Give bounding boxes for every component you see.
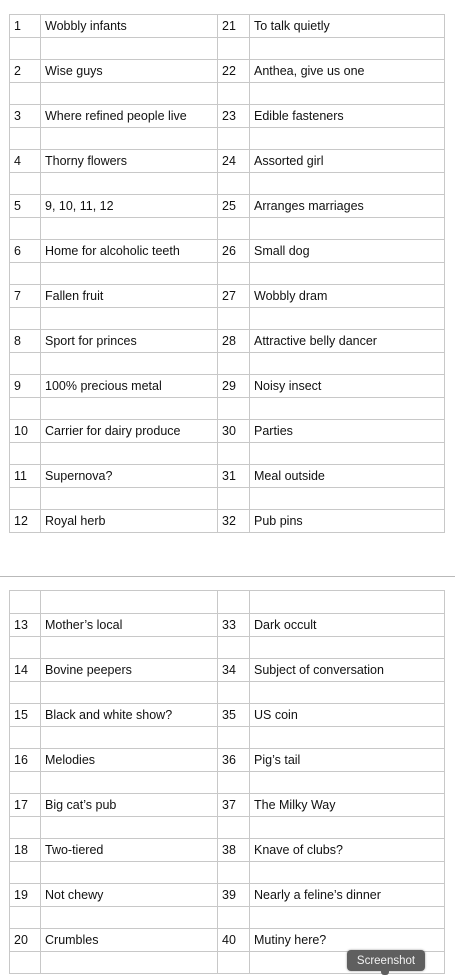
clue-number: 2 xyxy=(10,60,41,83)
spacer-cell xyxy=(218,862,250,884)
clue-number: 32 xyxy=(218,510,250,533)
spacer-row xyxy=(10,591,445,614)
clue-number: 7 xyxy=(10,285,41,308)
clue-text: Parties xyxy=(250,420,445,443)
spacer-cell xyxy=(41,727,218,749)
table-row xyxy=(10,465,445,488)
spacer-row xyxy=(10,488,445,510)
clue-number: 39 xyxy=(218,884,250,907)
clue-text: Subject of conversation xyxy=(250,659,445,682)
table-row xyxy=(10,105,445,128)
clue-number: 21 xyxy=(218,15,250,38)
spacer-cell xyxy=(10,398,41,420)
spacer-row xyxy=(10,817,445,839)
clue-text: Supernova? xyxy=(41,465,218,488)
clue-number: 30 xyxy=(218,420,250,443)
spacer-cell xyxy=(218,443,250,465)
spacer-cell xyxy=(41,128,218,150)
spacer-cell xyxy=(250,727,445,749)
spacer-cell xyxy=(218,817,250,839)
table-row xyxy=(10,150,445,173)
spacer-cell xyxy=(218,488,250,510)
spacer-row xyxy=(10,682,445,704)
spacer-cell xyxy=(10,83,41,105)
table-row xyxy=(10,420,445,443)
clue-text: Noisy insect xyxy=(250,375,445,398)
clue-number: 26 xyxy=(218,240,250,263)
spacer-row xyxy=(10,308,445,330)
clue-text: The Milky Way xyxy=(250,794,445,817)
spacer-cell xyxy=(10,353,41,375)
clue-number: 24 xyxy=(218,150,250,173)
spacer-cell xyxy=(41,772,218,794)
spacer-cell xyxy=(218,173,250,195)
spacer-cell xyxy=(250,353,445,375)
spacer-cell xyxy=(218,398,250,420)
spacer-cell xyxy=(250,83,445,105)
spacer-cell xyxy=(250,308,445,330)
clue-number: 40 xyxy=(218,929,250,952)
clue-text: Home for alcoholic teeth xyxy=(41,240,218,263)
spacer-cell xyxy=(250,907,445,929)
clue-number: 4 xyxy=(10,150,41,173)
clue-text: Carrier for dairy produce xyxy=(41,420,218,443)
spacer-cell xyxy=(41,263,218,285)
spacer-row xyxy=(10,263,445,285)
clue-number: 25 xyxy=(218,195,250,218)
spacer-cell xyxy=(250,772,445,794)
table-row xyxy=(10,929,445,952)
clue-number: 36 xyxy=(218,749,250,772)
clue-number: 35 xyxy=(218,704,250,727)
clue-text: Two-tiered xyxy=(41,839,218,862)
spacer-cell xyxy=(41,907,218,929)
spacer-cell xyxy=(250,591,445,614)
spacer-cell xyxy=(10,727,41,749)
spacer-row xyxy=(10,128,445,150)
spacer-cell xyxy=(10,38,41,60)
clue-text: Attractive belly dancer xyxy=(250,330,445,353)
spacer-cell xyxy=(218,772,250,794)
clue-text: Wobbly infants xyxy=(41,15,218,38)
spacer-row xyxy=(10,443,445,465)
spacer-cell xyxy=(10,682,41,704)
spacer-row xyxy=(10,173,445,195)
table-row xyxy=(10,510,445,533)
clue-number: 28 xyxy=(218,330,250,353)
clue-number: 37 xyxy=(218,794,250,817)
spacer-cell xyxy=(41,862,218,884)
clue-text: Not chewy xyxy=(41,884,218,907)
spacer-cell xyxy=(10,591,41,614)
clue-text: Big cat’s pub xyxy=(41,794,218,817)
clue-text: Black and white show? xyxy=(41,704,218,727)
clue-text: US coin xyxy=(250,704,445,727)
spacer-cell xyxy=(250,862,445,884)
spacer-cell xyxy=(41,173,218,195)
clue-number: 11 xyxy=(10,465,41,488)
spacer-cell xyxy=(10,443,41,465)
spacer-cell xyxy=(250,443,445,465)
spacer-cell xyxy=(10,772,41,794)
clue-text: Pig’s tail xyxy=(250,749,445,772)
clue-number: 14 xyxy=(10,659,41,682)
spacer-cell xyxy=(41,398,218,420)
clue-text: Anthea, give us one xyxy=(250,60,445,83)
spacer-cell xyxy=(250,218,445,240)
spacer-row xyxy=(10,83,445,105)
clue-text: Mother’s local xyxy=(41,614,218,637)
spacer-cell xyxy=(41,218,218,240)
clue-number: 12 xyxy=(10,510,41,533)
spacer-cell xyxy=(218,38,250,60)
clue-text: Wise guys xyxy=(41,60,218,83)
spacer-cell xyxy=(10,817,41,839)
clue-number: 34 xyxy=(218,659,250,682)
table-row xyxy=(10,704,445,727)
clue-text: Sport for princes xyxy=(41,330,218,353)
screenshot-label: Screenshot xyxy=(356,954,416,967)
clue-text: Where refined people live xyxy=(41,105,218,128)
clue-number: 13 xyxy=(10,614,41,637)
spacer-row xyxy=(10,772,445,794)
spacer-cell xyxy=(218,952,250,974)
spacer-cell xyxy=(218,637,250,659)
clue-number: 16 xyxy=(10,749,41,772)
spacer-cell xyxy=(218,128,250,150)
clue-number: 23 xyxy=(218,105,250,128)
tooltip-pointer xyxy=(381,971,389,975)
clue-number: 1 xyxy=(10,15,41,38)
spacer-cell xyxy=(10,263,41,285)
clue-number: 17 xyxy=(10,794,41,817)
clue-number: 6 xyxy=(10,240,41,263)
spacer-cell xyxy=(10,862,41,884)
screenshot-button[interactable] xyxy=(347,950,425,971)
table-row xyxy=(10,330,445,353)
spacer-cell xyxy=(41,682,218,704)
spacer-cell xyxy=(250,637,445,659)
spacer-cell xyxy=(41,817,218,839)
clue-number: 3 xyxy=(10,105,41,128)
page-break xyxy=(0,576,455,577)
clue-text: Nearly a feline’s dinner xyxy=(250,884,445,907)
clue-number: 5 xyxy=(10,195,41,218)
clue-text: Small dog xyxy=(250,240,445,263)
spacer-cell xyxy=(10,308,41,330)
clue-table-1 xyxy=(9,14,445,533)
clue-text: Assorted girl xyxy=(250,150,445,173)
table-row xyxy=(10,240,445,263)
clue-table-2 xyxy=(9,590,445,974)
spacer-cell xyxy=(10,488,41,510)
spacer-row xyxy=(10,862,445,884)
spacer-cell xyxy=(41,308,218,330)
clue-text: Dark occult xyxy=(250,614,445,637)
clue-number: 29 xyxy=(218,375,250,398)
spacer-row xyxy=(10,218,445,240)
spacer-cell xyxy=(218,727,250,749)
clue-table-2-body xyxy=(10,591,445,974)
spacer-cell xyxy=(41,353,218,375)
spacer-cell xyxy=(218,907,250,929)
clue-text: Thorny flowers xyxy=(41,150,218,173)
clue-text: Fallen fruit xyxy=(41,285,218,308)
clue-number: 33 xyxy=(218,614,250,637)
clue-text: Wobbly dram xyxy=(250,285,445,308)
table-row xyxy=(10,614,445,637)
clue-table-1-body xyxy=(10,15,445,533)
spacer-cell xyxy=(218,308,250,330)
clue-text: Pub pins xyxy=(250,510,445,533)
table-row xyxy=(10,375,445,398)
spacer-row xyxy=(10,727,445,749)
clue-number: 18 xyxy=(10,839,41,862)
spacer-cell xyxy=(250,817,445,839)
spacer-cell xyxy=(250,38,445,60)
table-row xyxy=(10,659,445,682)
clue-text: Mutiny here? xyxy=(250,929,445,952)
spacer-row xyxy=(10,637,445,659)
spacer-cell xyxy=(41,38,218,60)
spacer-row xyxy=(10,38,445,60)
spacer-cell xyxy=(41,952,218,974)
clue-number: 27 xyxy=(218,285,250,308)
spacer-cell xyxy=(218,263,250,285)
spacer-cell xyxy=(218,591,250,614)
spacer-cell xyxy=(250,173,445,195)
spacer-cell xyxy=(250,488,445,510)
clue-text: Knave of clubs? xyxy=(250,839,445,862)
spacer-cell xyxy=(10,952,41,974)
spacer-cell xyxy=(10,128,41,150)
spacer-cell xyxy=(250,398,445,420)
clue-number: 15 xyxy=(10,704,41,727)
spacer-cell xyxy=(41,637,218,659)
table-row xyxy=(10,884,445,907)
clue-text: Royal herb xyxy=(41,510,218,533)
clue-text: Crumbles xyxy=(41,929,218,952)
clue-text: Arranges marriages xyxy=(250,195,445,218)
spacer-cell xyxy=(250,128,445,150)
spacer-cell xyxy=(10,907,41,929)
spacer-row xyxy=(10,907,445,929)
spacer-cell xyxy=(41,83,218,105)
spacer-cell xyxy=(41,443,218,465)
spacer-cell xyxy=(10,218,41,240)
clue-text: 9, 10, 11, 12 xyxy=(41,195,218,218)
clue-text: Melodies xyxy=(41,749,218,772)
spacer-row xyxy=(10,398,445,420)
spacer-row xyxy=(10,353,445,375)
table-row xyxy=(10,839,445,862)
table-row xyxy=(10,60,445,83)
spacer-cell xyxy=(218,353,250,375)
clue-number: 20 xyxy=(10,929,41,952)
clue-number: 8 xyxy=(10,330,41,353)
clue-text: Edible fasteners xyxy=(250,105,445,128)
clue-number: 31 xyxy=(218,465,250,488)
clue-number: 19 xyxy=(10,884,41,907)
spacer-cell xyxy=(218,218,250,240)
spacer-cell xyxy=(10,637,41,659)
table-row xyxy=(10,15,445,38)
spacer-cell xyxy=(250,263,445,285)
table-row xyxy=(10,749,445,772)
spacer-cell xyxy=(41,488,218,510)
clue-number: 22 xyxy=(218,60,250,83)
spacer-cell xyxy=(218,83,250,105)
table-row xyxy=(10,195,445,218)
spacer-cell xyxy=(218,682,250,704)
table-row xyxy=(10,794,445,817)
spacer-cell xyxy=(41,591,218,614)
table-row xyxy=(10,285,445,308)
clue-text: 100% precious metal xyxy=(41,375,218,398)
clue-number: 10 xyxy=(10,420,41,443)
clue-number: 9 xyxy=(10,375,41,398)
spacer-cell xyxy=(250,682,445,704)
clue-text: Bovine peepers xyxy=(41,659,218,682)
clue-number: 38 xyxy=(218,839,250,862)
spacer-cell xyxy=(10,173,41,195)
clue-text: Meal outside xyxy=(250,465,445,488)
clue-text: To talk quietly xyxy=(250,15,445,38)
